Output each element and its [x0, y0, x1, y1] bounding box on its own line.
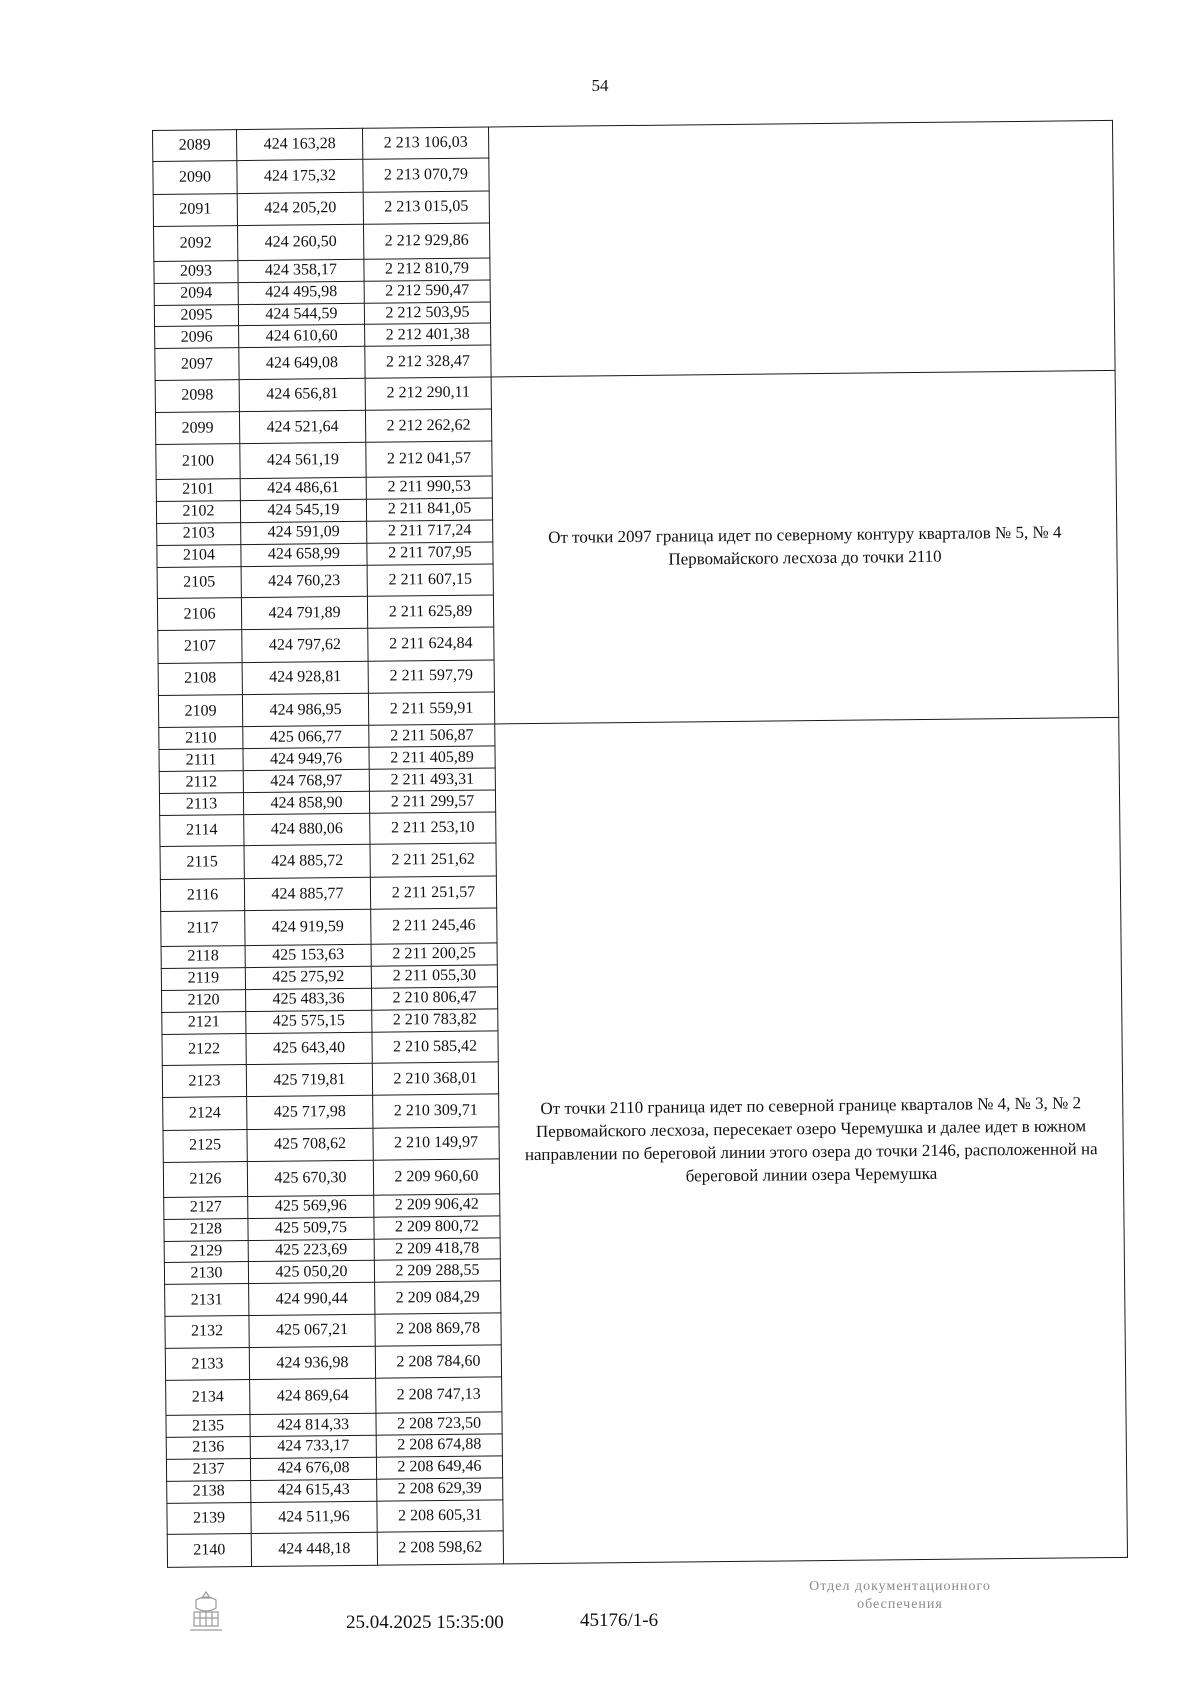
- y-coordinate-cell: 2 209 084,29: [375, 1281, 501, 1314]
- y-coordinate-cell: 2 213 106,03: [362, 127, 488, 160]
- point-number-cell: 2137: [166, 1458, 250, 1481]
- y-coordinate-cell: 2 209 906,42: [374, 1194, 500, 1217]
- point-number-cell: 2129: [164, 1240, 248, 1263]
- y-coordinate-cell: 2 212 328,47: [365, 345, 491, 378]
- boundary-description-cell: [488, 120, 1115, 376]
- x-coordinate-cell: 424 814,33: [250, 1413, 376, 1436]
- y-coordinate-cell: 2 210 585,42: [372, 1031, 498, 1064]
- y-coordinate-cell: 2 211 559,91: [368, 692, 494, 726]
- point-number-cell: 2092: [154, 226, 238, 262]
- point-number-cell: 2110: [159, 727, 243, 750]
- y-coordinate-cell: 2 208 674,88: [376, 1434, 502, 1457]
- y-coordinate-cell: 2 211 506,87: [369, 724, 495, 747]
- x-coordinate-cell: 424 885,77: [244, 877, 370, 911]
- x-coordinate-cell: 424 561,19: [240, 443, 366, 479]
- point-number-cell: 2128: [164, 1218, 248, 1241]
- x-coordinate-cell: 425 223,69: [248, 1239, 374, 1262]
- x-coordinate-cell: 424 869,64: [250, 1379, 376, 1415]
- point-number-cell: 2109: [158, 695, 242, 728]
- boundary-description-cell: От точки 2097 граница идет по северному контуру кварталов № 5, № 4 Первомайского лесхоза до точки 2110: [491, 370, 1119, 724]
- x-coordinate-cell: 424 936,98: [249, 1346, 375, 1380]
- x-coordinate-cell: 424 610,60: [239, 325, 365, 348]
- point-number-cell: 2124: [163, 1097, 247, 1130]
- point-number-cell: 2135: [166, 1415, 250, 1438]
- x-coordinate-cell: 424 880,06: [244, 814, 370, 847]
- x-coordinate-cell: 424 885,72: [244, 845, 370, 879]
- point-number-cell: 2140: [167, 1534, 251, 1568]
- y-coordinate-cell: 2 211 990,53: [366, 476, 492, 499]
- point-number-cell: 2108: [158, 662, 242, 695]
- x-coordinate-cell: 424 658,99: [241, 543, 367, 566]
- point-number-cell: 2090: [153, 161, 237, 194]
- y-coordinate-cell: 2 212 929,86: [363, 223, 489, 259]
- point-number-cell: 2103: [157, 522, 241, 545]
- department-stamp: [760, 1578, 1040, 1614]
- y-coordinate-cell: 2 212 290,11: [365, 377, 491, 411]
- stamp-line-2: обеспечения: [857, 1597, 943, 1613]
- x-coordinate-cell: 424 545,19: [240, 499, 366, 522]
- x-coordinate-cell: 424 591,09: [241, 521, 367, 544]
- point-number-cell: 2118: [161, 945, 245, 968]
- point-number-cell: 2131: [165, 1284, 249, 1316]
- x-coordinate-cell: 424 797,62: [242, 629, 368, 663]
- y-coordinate-cell: 2 211 200,25: [371, 943, 497, 966]
- y-coordinate-cell: 2 208 629,39: [377, 1478, 503, 1501]
- y-coordinate-cell: 2 211 707,95: [367, 542, 493, 565]
- x-coordinate-cell: 425 708,62: [247, 1128, 373, 1162]
- y-coordinate-cell: 2 211 251,62: [370, 843, 496, 877]
- y-coordinate-cell: 2 212 503,95: [364, 301, 490, 324]
- point-number-cell: 2125: [163, 1129, 247, 1162]
- y-coordinate-cell: 2 208 784,60: [375, 1345, 501, 1379]
- point-number-cell: 2121: [162, 1011, 246, 1034]
- point-number-cell: 2112: [159, 771, 243, 794]
- x-coordinate-cell: 425 050,20: [248, 1261, 374, 1284]
- point-number-cell: 2139: [167, 1502, 251, 1534]
- x-coordinate-cell: 425 275,92: [245, 966, 371, 989]
- x-coordinate-cell: 424 986,95: [242, 693, 368, 727]
- x-coordinate-cell: 425 717,98: [247, 1095, 373, 1129]
- x-coordinate-cell: 424 495,98: [238, 281, 364, 304]
- stamp-line-1: Отдел документационного: [809, 1579, 991, 1594]
- point-number-cell: 2117: [161, 911, 245, 947]
- y-coordinate-cell: 2 210 309,71: [373, 1094, 499, 1128]
- x-coordinate-cell: 425 067,21: [249, 1314, 375, 1348]
- y-coordinate-cell: 2 211 253,10: [370, 812, 496, 845]
- x-coordinate-cell: 424 656,81: [239, 378, 365, 412]
- y-coordinate-cell: 2 208 747,13: [376, 1377, 502, 1413]
- point-number-cell: 2116: [160, 878, 244, 911]
- x-coordinate-cell: 424 733,17: [250, 1435, 376, 1458]
- y-coordinate-cell: 2 213 070,79: [363, 158, 489, 192]
- y-coordinate-cell: 2 208 649,46: [376, 1456, 502, 1479]
- point-number-cell: 2097: [155, 348, 239, 380]
- table-row: [153, 120, 1113, 161]
- y-coordinate-cell: 2 210 368,01: [372, 1062, 498, 1096]
- y-coordinate-cell: 2 211 717,24: [367, 520, 493, 543]
- y-coordinate-cell: 2 208 605,31: [377, 1500, 503, 1533]
- x-coordinate-cell: 424 260,50: [238, 224, 364, 260]
- x-coordinate-cell: 424 676,08: [250, 1457, 376, 1480]
- point-number-cell: 2132: [165, 1315, 249, 1348]
- x-coordinate-cell: 424 486,61: [240, 477, 366, 500]
- point-number-cell: 2101: [156, 479, 240, 502]
- point-number-cell: 2133: [165, 1348, 249, 1381]
- point-number-cell: 2119: [161, 967, 245, 990]
- y-coordinate-cell: 2 212 590,47: [364, 280, 490, 303]
- y-coordinate-cell: 2 212 401,38: [365, 323, 491, 346]
- x-coordinate-cell: 425 153,63: [245, 944, 371, 967]
- x-coordinate-cell: 424 175,32: [237, 159, 363, 193]
- point-number-cell: 2089: [153, 130, 237, 162]
- y-coordinate-cell: 2 211 299,57: [369, 790, 495, 813]
- point-number-cell: 2099: [155, 412, 239, 445]
- x-coordinate-cell: 424 511,96: [251, 1501, 377, 1534]
- y-coordinate-cell: 2 210 806,47: [371, 987, 497, 1010]
- y-coordinate-cell: 2 210 149,97: [373, 1127, 499, 1161]
- y-coordinate-cell: 2 213 015,05: [363, 191, 489, 225]
- y-coordinate-cell: 2 211 597,79: [368, 660, 494, 694]
- page-number: 54: [591, 76, 609, 95]
- x-coordinate-cell: 424 163,28: [237, 128, 363, 161]
- y-coordinate-cell: 2 208 598,62: [377, 1531, 503, 1565]
- x-coordinate-cell: 424 928,81: [242, 661, 368, 695]
- y-coordinate-cell: 2 209 418,78: [374, 1237, 500, 1260]
- y-coordinate-cell: 2 208 869,78: [375, 1313, 501, 1347]
- x-coordinate-cell: 425 509,75: [248, 1217, 374, 1240]
- y-coordinate-cell: 2 212 262,62: [365, 409, 491, 443]
- x-coordinate-cell: 424 858,90: [243, 792, 369, 815]
- y-coordinate-cell: 2 212 810,79: [364, 258, 490, 281]
- boundary-description-cell: От точки 2110 граница идет по северной границе кварталов № 4, № 3, № 2 Первомайского лесхоза, пересекает озеро Черемушка и далее идет в южном направлении по береговой линии этого озера до точки 2146, расположенной на береговой линии озера Черемушка: [495, 718, 1128, 1564]
- x-coordinate-cell: 425 670,30: [247, 1160, 373, 1196]
- point-number-cell: 2126: [163, 1162, 247, 1198]
- x-coordinate-cell: 425 643,40: [246, 1032, 372, 1065]
- y-coordinate-cell: 2 211 625,89: [367, 595, 493, 629]
- point-number-cell: 2130: [164, 1262, 248, 1285]
- x-coordinate-cell: 424 649,08: [239, 347, 365, 380]
- y-coordinate-cell: 2 211 251,57: [370, 876, 496, 910]
- x-coordinate-cell: 424 768,97: [243, 770, 369, 793]
- point-number-cell: 2104: [157, 544, 241, 567]
- point-number-cell: 2095: [154, 304, 238, 327]
- point-number-cell: 2134: [166, 1380, 250, 1416]
- point-number-cell: 2093: [154, 260, 238, 283]
- point-number-cell: 2127: [164, 1196, 248, 1219]
- point-number-cell: 2102: [156, 501, 240, 524]
- point-number-cell: 2138: [167, 1480, 251, 1503]
- coordinates-table: [152, 120, 1128, 1568]
- point-number-cell: 2122: [162, 1033, 246, 1065]
- y-coordinate-cell: 2 209 960,60: [373, 1159, 499, 1195]
- y-coordinate-cell: 2 209 288,55: [374, 1259, 500, 1282]
- point-number-cell: 2106: [157, 598, 241, 631]
- point-number-cell: 2120: [162, 989, 246, 1012]
- y-coordinate-cell: 2 211 405,89: [369, 746, 495, 769]
- point-number-cell: 2094: [154, 282, 238, 305]
- y-coordinate-cell: 2 208 723,50: [376, 1412, 502, 1435]
- footer-datetime: 25.04.2025 15:35:00: [346, 1612, 504, 1633]
- footer-doc-number: 45176/1-6: [580, 1610, 659, 1631]
- x-coordinate-cell: 424 358,17: [238, 259, 364, 282]
- x-coordinate-cell: 424 949,76: [243, 748, 369, 771]
- y-coordinate-cell: 2 211 841,05: [366, 498, 492, 521]
- y-coordinate-cell: 2 211 055,30: [371, 965, 497, 988]
- x-coordinate-cell: 425 483,36: [246, 988, 372, 1011]
- y-coordinate-cell: 2 209 800,72: [374, 1215, 500, 1238]
- point-number-cell: 2105: [157, 566, 241, 598]
- point-number-cell: 2115: [160, 846, 244, 879]
- x-coordinate-cell: 424 760,23: [241, 565, 367, 598]
- y-coordinate-cell: 2 211 624,84: [368, 627, 494, 661]
- x-coordinate-cell: 424 448,18: [251, 1532, 377, 1566]
- point-number-cell: 2107: [158, 630, 242, 663]
- y-coordinate-cell: 2 211 493,31: [369, 768, 495, 791]
- point-number-cell: 2096: [155, 326, 239, 349]
- x-coordinate-cell: 424 615,43: [251, 1479, 377, 1502]
- point-number-cell: 2136: [166, 1437, 250, 1460]
- x-coordinate-cell: 424 521,64: [239, 410, 365, 444]
- point-number-cell: 2123: [162, 1064, 246, 1097]
- x-coordinate-cell: 424 205,20: [237, 192, 363, 226]
- point-number-cell: 2098: [155, 379, 239, 412]
- x-coordinate-cell: 425 719,81: [246, 1063, 372, 1097]
- y-coordinate-cell: 2 212 041,57: [366, 441, 492, 477]
- emblem-icon: [186, 1588, 226, 1634]
- x-coordinate-cell: 425 569,96: [248, 1195, 374, 1218]
- y-coordinate-cell: 2 211 245,46: [371, 908, 497, 944]
- point-number-cell: 2091: [153, 193, 237, 226]
- x-coordinate-cell: 425 575,15: [246, 1010, 372, 1033]
- x-coordinate-cell: 424 990,44: [249, 1283, 375, 1316]
- x-coordinate-cell: 424 791,89: [241, 596, 367, 630]
- point-number-cell: 2114: [160, 815, 244, 847]
- point-number-cell: 2100: [156, 444, 240, 480]
- point-number-cell: 2111: [159, 749, 243, 772]
- point-number-cell: 2113: [159, 793, 243, 816]
- x-coordinate-cell: 424 544,59: [238, 303, 364, 326]
- x-coordinate-cell: 425 066,77: [243, 726, 369, 749]
- x-coordinate-cell: 424 919,59: [245, 909, 371, 945]
- y-coordinate-cell: 2 210 783,82: [372, 1009, 498, 1032]
- y-coordinate-cell: 2 211 607,15: [367, 564, 493, 597]
